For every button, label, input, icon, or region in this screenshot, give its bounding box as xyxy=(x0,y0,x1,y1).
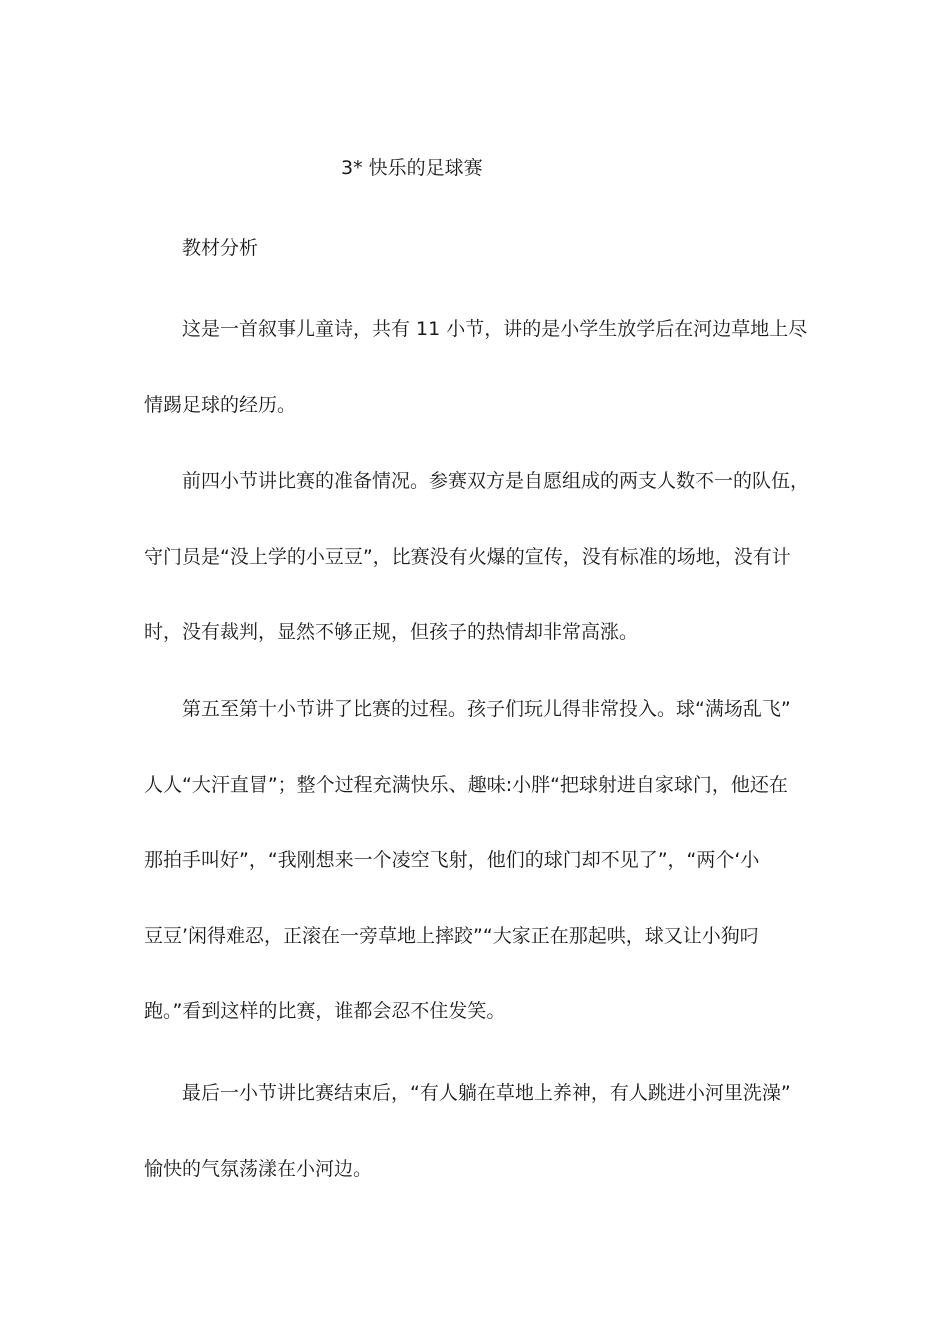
paragraph-line: 前四小节讲比赛的准备情况。参赛双方是自愿组成的两支人数不一的队伍， xyxy=(182,470,810,492)
paragraph-line: 守门员是“没上学的小豆豆”，比赛没有火爆的宣传，没有标准的场地，没有计 xyxy=(144,545,791,568)
paragraph-line: 人人“大汗直冒”；整个过程充满快乐、趣味:小胖“把球射进自家球门，他还在 xyxy=(144,773,788,796)
paragraph-line: 时，没有裁判，显然不够正规，但孩子的热情却非常高涨。 xyxy=(144,621,639,643)
paragraph-line: 愉快的气氛荡漾在小河边。 xyxy=(144,1157,373,1180)
paragraph-preparation xyxy=(144,444,824,671)
paragraph-line: 豆豆’闲得难忍，正滚在一旁草地上摔跤”“大家正在那起哄，球又让小狗叼 xyxy=(144,924,759,947)
section-heading: 教材分析 xyxy=(182,237,259,259)
document-title: 3* 快乐的足球赛 xyxy=(341,157,483,179)
paragraph-line: 那拍手叫好”，“我刚想来一个凌空飞射，他们的球门却不见了”，“两个‘小 xyxy=(144,849,760,871)
paragraph-process xyxy=(144,672,824,1050)
paragraph-line: 最后一小节讲比赛结束后，“有人躺在草地上养神，有人跳进小河里洗澡” xyxy=(182,1082,791,1104)
paragraph-intro xyxy=(144,292,824,443)
paragraph-line: 这是一首叙事儿童诗，共有 11 小节，讲的是小学生放学后在河边草地上尽 xyxy=(182,318,808,340)
paragraph-line: 情踢足球的经历。 xyxy=(144,393,297,416)
paragraph-line: 跑。”看到这样的比赛，谁都会忍不住发笑。 xyxy=(144,1000,506,1022)
paragraph-ending xyxy=(144,1056,824,1207)
paragraph-line: 第五至第十小节讲了比赛的过程。孩子们玩儿得非常投入。球“满场乱飞” xyxy=(182,698,791,720)
